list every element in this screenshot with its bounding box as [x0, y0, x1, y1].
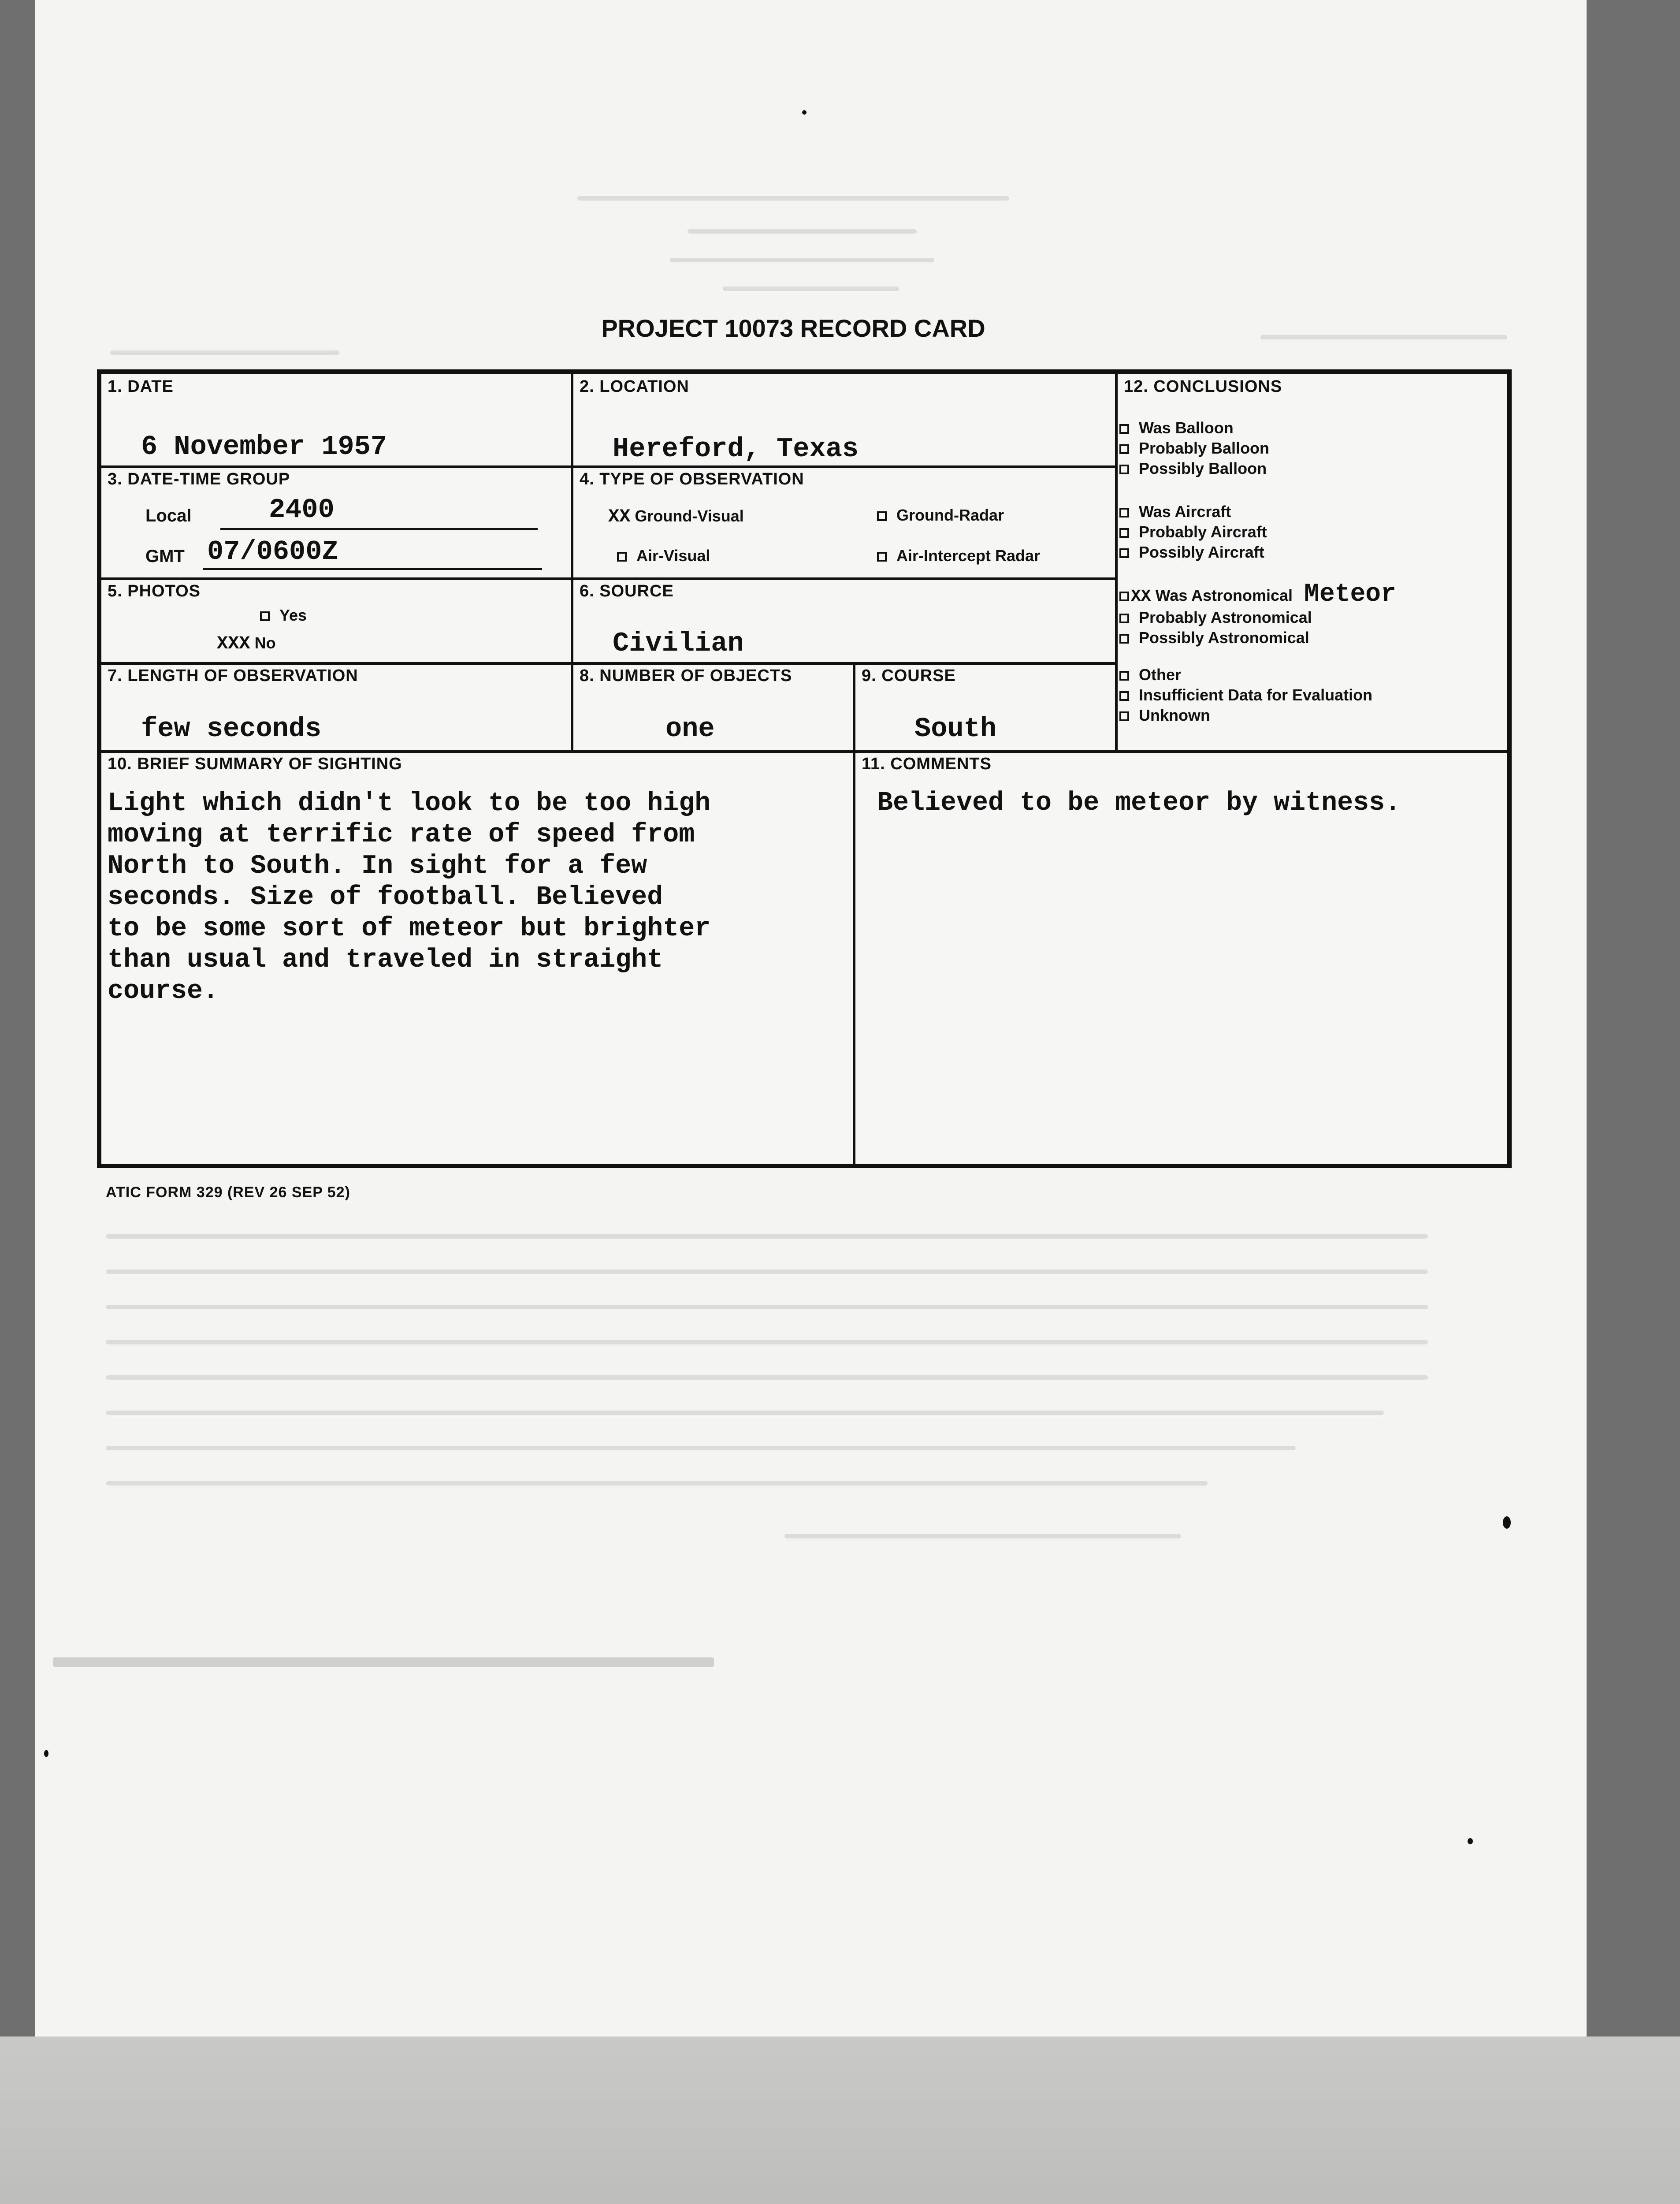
bleed-through-text	[106, 1375, 1428, 1380]
record-card	[97, 369, 1512, 1168]
conclusion-probably-aircraft	[1119, 522, 1267, 542]
film-speck	[802, 110, 807, 115]
course-value: South	[914, 713, 997, 745]
conclusion-probably-astronomical	[1119, 607, 1312, 628]
form-identifier: ATIC FORM 329 (REV 26 SEP 52)	[106, 1184, 350, 1201]
bleed-through-text	[670, 258, 934, 262]
grid-line	[101, 750, 1507, 753]
was-astronomical-mark: XX	[1131, 587, 1151, 606]
unknown-label: Unknown	[1139, 706, 1210, 724]
grid-line	[101, 465, 1115, 468]
observation-type-label: 4. TYPE OF OBSERVATION	[580, 470, 804, 488]
conclusion-was-aircraft	[1119, 502, 1231, 522]
checkbox-icon	[260, 611, 270, 621]
grid-line	[1115, 374, 1118, 750]
bleed-through-text	[577, 196, 1009, 201]
film-speck	[1468, 1838, 1473, 1844]
local-underline	[220, 528, 538, 530]
gmt-underline	[203, 568, 542, 570]
gmt-label: GMT	[145, 547, 185, 566]
bleed-through-text	[106, 1270, 1428, 1274]
film-speck	[1503, 1516, 1511, 1529]
other-label: Other	[1139, 666, 1182, 684]
ground-radar-option	[877, 506, 1004, 525]
location-label: 2. LOCATION	[580, 377, 689, 396]
photos-no-label: No	[254, 634, 276, 652]
local-value: 2400	[269, 494, 335, 525]
bleed-through-text	[106, 1446, 1296, 1450]
number-of-objects-label: 8. NUMBER OF OBJECTS	[580, 666, 792, 685]
was-aircraft-label: Was Aircraft	[1139, 503, 1231, 521]
gmt-value: 07/0600Z	[207, 536, 338, 567]
date-time-group-label: 3. DATE-TIME GROUP	[108, 470, 290, 488]
photos-no-mark: XXX	[217, 633, 250, 654]
conclusion-possibly-aircraft	[1119, 542, 1264, 562]
bleed-through-text	[106, 1411, 1384, 1415]
conclusion-unknown	[1119, 705, 1210, 726]
air-intercept-radar-label: Air-Intercept Radar	[896, 547, 1041, 565]
air-intercept-radar-option	[877, 547, 1040, 565]
bleed-through-text	[106, 1340, 1428, 1344]
possibly-aircraft-label: Possibly Aircraft	[1139, 543, 1264, 561]
checkbox-icon	[1119, 465, 1129, 474]
checkbox-icon	[1119, 424, 1129, 434]
length-value: few seconds	[141, 713, 322, 745]
ground-visual-label: Ground-Visual	[635, 507, 744, 525]
comments-label: 11. COMMENTS	[862, 755, 992, 773]
checkbox-icon	[1119, 614, 1129, 623]
bleed-through-text	[106, 1234, 1428, 1239]
conclusion-insufficient	[1119, 685, 1372, 705]
checkbox-icon	[1119, 634, 1129, 644]
bleed-through-text	[106, 1305, 1428, 1309]
film-background	[0, 2036, 1680, 2204]
date-value: 6 November 1957	[141, 431, 387, 462]
astronomical-note: Meteor	[1304, 580, 1396, 609]
source-value: Civilian	[613, 628, 744, 659]
bleed-through-text	[688, 229, 917, 234]
source-label: 6. SOURCE	[580, 582, 674, 600]
summary-label: 10. BRIEF SUMMARY OF SIGHTING	[108, 755, 402, 773]
checkbox-icon	[617, 552, 627, 562]
conclusion-was-balloon	[1119, 418, 1234, 438]
bleed-through-text	[53, 1657, 714, 1667]
photos-no-option	[217, 633, 276, 654]
checkbox-icon	[877, 552, 887, 562]
possibly-balloon-label: Possibly Balloon	[1139, 459, 1267, 477]
bleed-through-text	[723, 287, 899, 291]
was-balloon-label: Was Balloon	[1139, 419, 1234, 437]
grid-line	[101, 662, 1115, 665]
date-label: 1. DATE	[108, 377, 174, 396]
probably-balloon-label: Probably Balloon	[1139, 439, 1270, 457]
card-title: PROJECT 10073 RECORD CARD	[601, 314, 985, 342]
conclusions-label: 12. CONCLUSIONS	[1124, 377, 1282, 396]
photos-label: 5. PHOTOS	[108, 582, 201, 600]
air-visual-option	[617, 547, 710, 565]
probably-aircraft-label: Probably Aircraft	[1139, 523, 1267, 541]
ground-visual-option	[608, 506, 744, 527]
ground-visual-mark: XX	[608, 506, 631, 527]
summary-text: Light which didn't look to be too high moving at terrific rate of speed from North to South. In sight for a few seconds. Size of football. Believed to be some sort of meteor but brighter than usual and traveled in straight course.	[108, 789, 711, 1006]
ground-radar-label: Ground-Radar	[896, 506, 1004, 524]
film-speck	[44, 1750, 48, 1757]
bleed-through-text	[1260, 335, 1507, 339]
checkbox-icon	[877, 511, 887, 521]
photos-yes-option	[260, 606, 307, 625]
conclusion-other	[1119, 665, 1181, 685]
checkbox-icon	[1119, 711, 1129, 721]
bleed-through-text	[106, 1481, 1208, 1485]
document-sheet	[35, 0, 1587, 2098]
grid-line	[101, 577, 1115, 580]
local-label: Local	[145, 506, 192, 525]
photos-yes-label: Yes	[279, 606, 307, 624]
was-astronomical-label: Was Astronomical	[1155, 586, 1293, 604]
bleed-through-text	[784, 1534, 1181, 1538]
conclusion-was-astronomical	[1119, 580, 1396, 609]
insufficient-label: Insufficient Data for Evaluation	[1139, 686, 1373, 704]
checkbox-icon	[1119, 592, 1129, 601]
number-of-objects-value: one	[665, 713, 715, 745]
location-value: Hereford, Texas	[613, 433, 859, 465]
bleed-through-text	[110, 350, 339, 355]
checkbox-icon	[1119, 671, 1129, 681]
conclusion-probably-balloon	[1119, 438, 1269, 458]
checkbox-icon	[1119, 548, 1129, 558]
course-label: 9. COURSE	[862, 666, 956, 685]
conclusion-possibly-astronomical	[1119, 628, 1309, 648]
checkbox-icon	[1119, 508, 1129, 517]
checkbox-icon	[1119, 528, 1129, 538]
conclusion-possibly-balloon	[1119, 458, 1267, 479]
checkbox-icon	[1119, 691, 1129, 701]
possibly-astronomical-label: Possibly Astronomical	[1139, 629, 1309, 647]
probably-astronomical-label: Probably Astronomical	[1139, 608, 1312, 626]
checkbox-icon	[1119, 444, 1129, 454]
comments-text: Believed to be meteor by witness.	[877, 788, 1401, 818]
grid-line	[571, 374, 573, 750]
length-label: 7. LENGTH OF OBSERVATION	[108, 666, 358, 685]
air-visual-label: Air-Visual	[636, 547, 710, 565]
